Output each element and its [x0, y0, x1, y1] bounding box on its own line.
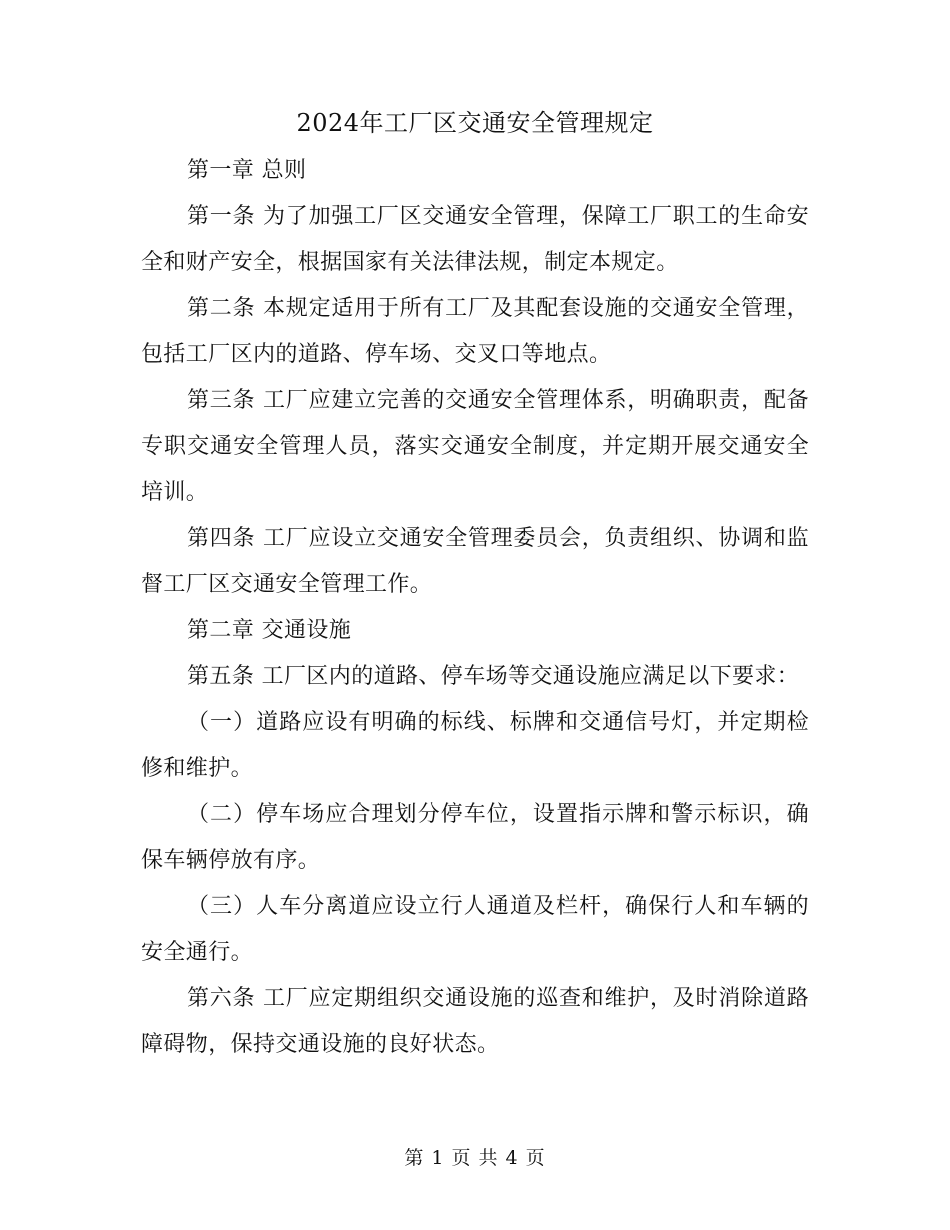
article-paragraph: 第三条 工厂应建立完善的交通安全管理体系，明确职责，配备专职交通安全管理人员，落实交通安全制度，并定期开展交通安全培训。 — [141, 388, 809, 505]
page-number-footer: 第 1 页 共 4 页 — [404, 1147, 546, 1169]
document-body — [141, 98, 809, 1068]
chapter-heading: 第一章 总则 — [187, 158, 307, 183]
chapter-heading: 第二章 交通设施 — [187, 618, 352, 643]
list-item-paragraph: （一）道路应设有明确的标线、标牌和交通信号灯，并定期检修和维护。 — [141, 710, 809, 781]
list-item-paragraph: （二）停车场应合理划分停车位，设置指示牌和警示标识，确保车辆停放有序。 — [141, 802, 809, 873]
article-paragraph: 第四条 工厂应设立交通安全管理委员会，负责组织、协调和监督工厂区交通安全管理工作。 — [141, 526, 809, 597]
list-item-paragraph: （三）人车分离道应设立行人通道及栏杆，确保行人和车辆的安全通行。 — [141, 894, 809, 965]
document-title: 2024年工厂区交通安全管理规定 — [296, 109, 654, 137]
article-paragraph: 第五条 工厂区内的道路、停车场等交通设施应满足以下要求： — [187, 664, 800, 689]
article-paragraph: 第六条 工厂应定期组织交通设施的巡查和维护，及时消除道路障碍物，保持交通设施的良好状态。 — [141, 986, 809, 1057]
article-paragraph: 第二条 本规定适用于所有工厂及其配套设施的交通安全管理，包括工厂区内的道路、停车场、交叉口等地点。 — [141, 296, 809, 367]
article-paragraph: 第一条 为了加强工厂区交通安全管理，保障工厂职工的生命安全和财产安全，根据国家有关法律法规，制定本规定。 — [141, 204, 809, 275]
